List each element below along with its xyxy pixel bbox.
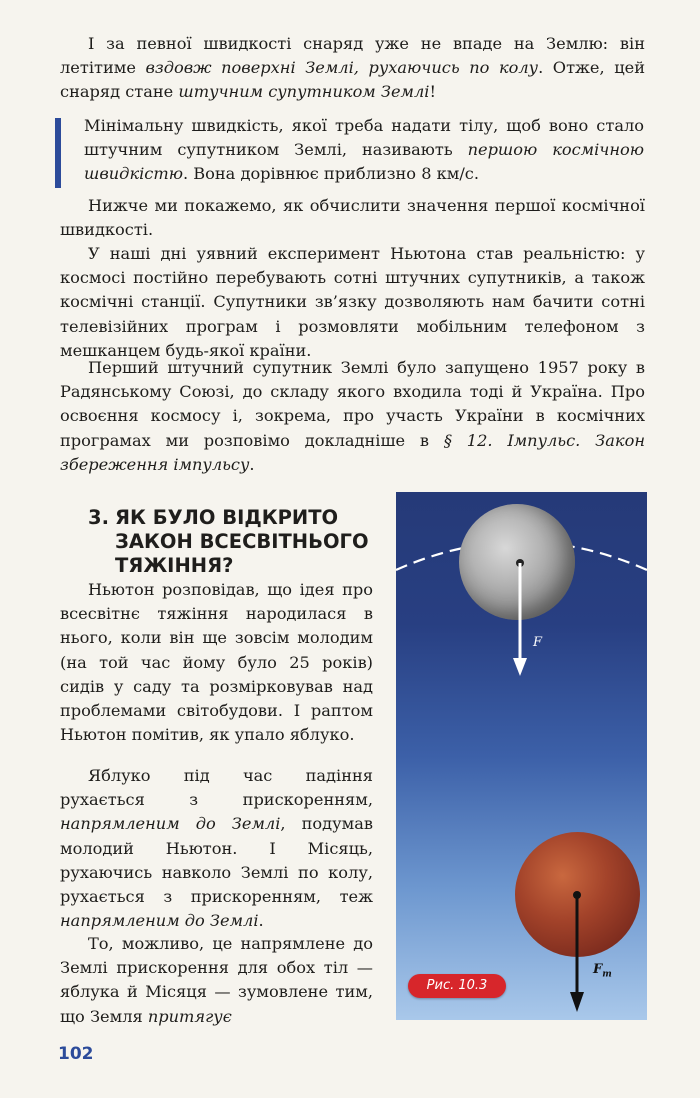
moon-force-arrow xyxy=(510,558,530,678)
paragraph-first-satellite: Перший штучний супутник Землі було запущено 1957 року в Радянському Союзі, до складу якого входила тоді й Україна. Про освоєння космосу і, зокрема, про участь України в космічних програмах ми розповімо докладніше в § 12. Імпульс. Закон збереження імпульсу. xyxy=(60,358,645,474)
paragraph-attraction: То, можливо, це напрямлене до Землі прискорення для обох тіл — яблука й Місяця — зумовлене тим, що Земля притягує xyxy=(60,934,373,1026)
paragraph-modern-satellites: У наші дні уявний експеримент Ньютона став реальністю: у космосі постійно перебувають сотні штучних супутників, а також космічні станції. Супутники зв’язку дозволяють нам бачити сотні телевізійних програм і розмовляти мобільним телефоном з мешканцем будь-якої країни. xyxy=(60,244,645,360)
section-heading xyxy=(88,506,388,578)
section-number: 3. xyxy=(88,506,109,529)
paragraph-satellite-intro: І за певної швидкості снаряд уже не впаде на Землю: він летітиме вздовж поверхні Землі, рухаючись по колу. Отже, цей снаряд стане штучним супутником Землі! xyxy=(60,34,645,102)
figure-caption: Рис. 10.3 xyxy=(408,974,506,998)
figure-moon-apple xyxy=(396,492,647,1020)
section-title: ЯК БУЛО ВІДКРИТО ЗАКОН ВСЕСВІТНЬОГО ТЯЖІННЯ? xyxy=(115,506,369,577)
paragraph-newton-story: Ньютон розповідав, що ідея про всесвітнє тяжіння народилася в нього, коли він ще зовсім молодим (на той час йому було 25 років) сидів у саду та розмірковував над проблемами світобудови. І раптом Ньютон помітив, як упало яблуко. xyxy=(60,580,373,745)
apple-force-arrow xyxy=(567,890,587,1014)
paragraph-apple-acceleration: Яблуко під час падіння рухається з прискоренням, напрямленим до Землі, подумав молодий Ньютон. І Місяць, рухаючись навколо Землі по колу, рухається з прискоренням, теж напрямленим до Землі. xyxy=(60,766,373,931)
definition-marker-bar xyxy=(55,118,61,188)
definition-first-cosmic-velocity: Мінімальну швидкість, якої треба надати тілу, щоб воно стало штучним супутником Землі, називають першою космічною швидкістю. Вона дорівнює приблизно 8 км/с. xyxy=(84,116,644,184)
moon-force-label: F xyxy=(533,635,543,650)
apple-force-label: $F_т$ xyxy=(593,962,612,980)
page-number: 102 xyxy=(58,1044,94,1064)
paragraph-calculation-note: Нижче ми покажемо, як обчислити значення першої космічної швидкості. xyxy=(60,196,645,240)
